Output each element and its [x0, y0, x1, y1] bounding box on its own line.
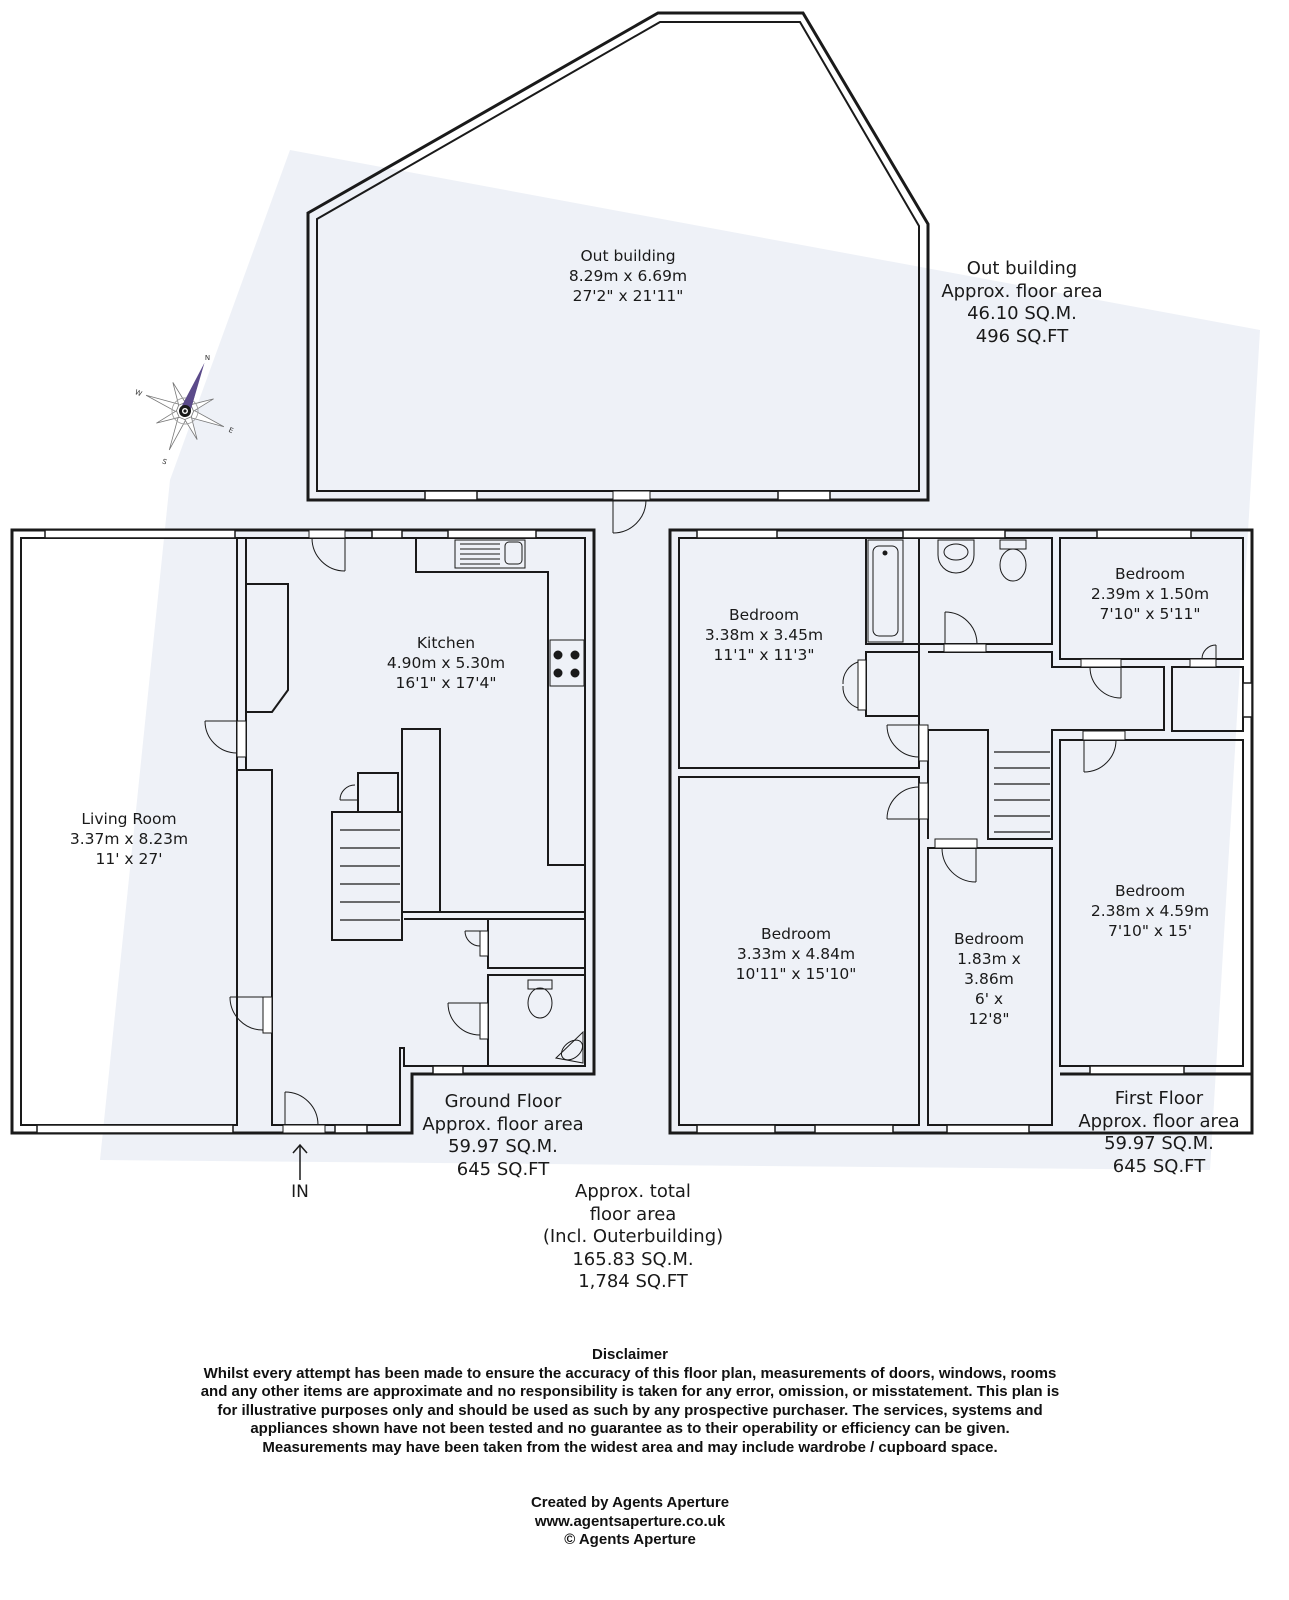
- room-label-bedroom-1: [705, 605, 823, 665]
- room-label-kitchen: [387, 633, 505, 693]
- area-label: Approx. floor area: [941, 280, 1103, 302]
- area-summary-outbuilding: [941, 258, 1102, 348]
- compass-n-label: N: [204, 353, 211, 362]
- room-metric: 2.38m x 4.59m: [1090, 902, 1210, 920]
- room-name: Bedroom: [1114, 882, 1186, 900]
- credits: [400, 1494, 860, 1550]
- area-summary-first-floor: [1078, 1088, 1239, 1178]
- room-label-living-room: [70, 809, 188, 869]
- area-title: First Floor: [1114, 1088, 1204, 1109]
- area-sqm: 46.10 SQ.M.: [967, 303, 1077, 324]
- room-name: Bedroom: [728, 606, 800, 624]
- total-sqm: 165.83 SQ.M.: [572, 1248, 694, 1270]
- total-line: (Incl. Outerbuilding): [542, 1226, 724, 1247]
- room-name: Bedroom: [1114, 565, 1186, 583]
- room-imperial: 16'1" x 17'4": [395, 674, 497, 692]
- room-metric: 3.38m x 3.45m: [704, 626, 824, 644]
- room-metric: 3.37m x 8.23m: [69, 830, 189, 848]
- area-sqft: 645 SQ.FT: [1112, 1155, 1206, 1177]
- room-name: Bedroom: [953, 930, 1025, 948]
- area-sqm: 59.97 SQ.M.: [448, 1136, 558, 1157]
- room-imperial: 10'11" x 15'10": [735, 965, 857, 983]
- credits-website: www.agentsaperture.co.uk: [534, 1512, 726, 1530]
- area-title: Out building: [966, 258, 1078, 279]
- area-label: Approx. floor area: [422, 1113, 584, 1135]
- total-line: Approx. total: [575, 1181, 691, 1202]
- room-imperial: 7'10" x 15': [1108, 922, 1192, 940]
- area-label: Approx. floor area: [1078, 1110, 1240, 1132]
- room-label-outbuilding: [569, 246, 687, 306]
- room-label-bedroom-4: [954, 929, 1024, 1029]
- total-line: floor area: [589, 1203, 677, 1225]
- area-sqft: 496 SQ.FT: [975, 325, 1069, 347]
- credits-created-by: Created by Agents Aperture: [530, 1494, 730, 1511]
- room-label-bedroom-3: [736, 924, 857, 984]
- area-summary-total: [543, 1181, 723, 1294]
- disclaimer-text: Whilst every attempt has been made to ensure the accuracy of this floor plan, measurements of doors, windows, rooms and any other items are approximate and no responsibility is taken for any error, omission, or misstatement. This plan is for illustrative purposes only and should be used as such by any prospective purchaser. The services, systems and appliances shown have not been tested and no guarantee as to their operability or efficiency can be given. Measurements may have been taken from the widest area and may include wardrobe / cupboard space.: [200, 1364, 1060, 1456]
- room-label-bedroom-5: [1091, 881, 1209, 941]
- credits-copyright: © Agents Aperture: [564, 1531, 696, 1548]
- room-imperial: 11'1" x 11'3": [713, 646, 815, 664]
- entrance-arrow: [293, 1145, 307, 1180]
- entrance-label: IN: [291, 1182, 309, 1202]
- room-imperial: 27'2" x 21'11": [572, 287, 684, 305]
- area-sqft: 645 SQ.FT: [456, 1158, 550, 1180]
- room-name: Living Room: [81, 810, 177, 828]
- room-name: Out building: [580, 247, 676, 265]
- room-name: Kitchen: [416, 634, 476, 652]
- room-name: Bedroom: [760, 925, 832, 943]
- room-line: 12'8": [968, 1010, 1010, 1028]
- room-line: 6' x: [974, 990, 1004, 1008]
- room-imperial: 11' x 27': [95, 850, 163, 868]
- room-metric: 3.33m x 4.84m: [736, 945, 856, 963]
- room-metric: 4.90m x 5.30m: [386, 654, 506, 672]
- compass-w-label: W: [133, 388, 143, 399]
- room-metric: 2.39m x 1.50m: [1090, 585, 1210, 603]
- disclaimer-title: Disclaimer: [592, 1346, 668, 1363]
- compass-e-label: E: [227, 426, 235, 436]
- area-summary-ground-floor: [422, 1091, 583, 1181]
- area-sqm: 59.97 SQ.M.: [1104, 1133, 1214, 1154]
- room-imperial: 7'10" x 5'11": [1099, 605, 1201, 623]
- disclaimer: [200, 1346, 1060, 1457]
- room-metric: 8.29m x 6.69m: [568, 267, 688, 285]
- room-label-bedroom-2: [1091, 564, 1209, 624]
- room-line: 3.86m: [964, 970, 1014, 988]
- area-title: Ground Floor: [444, 1091, 562, 1112]
- room-line: 1.83m x: [957, 950, 1021, 968]
- compass-s-label: S: [160, 457, 168, 467]
- total-sqft: 1,784 SQ.FT: [578, 1271, 688, 1292]
